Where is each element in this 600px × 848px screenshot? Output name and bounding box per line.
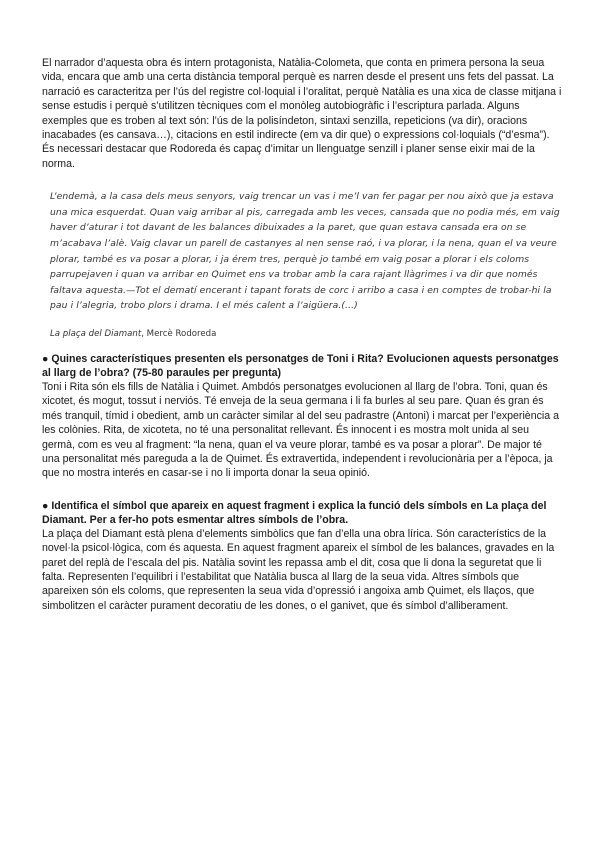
section-symbols [42,499,562,613]
question-symbols: ● Identifica el símbol que apareix en aquest fragment i explica la funció dels símbols en La plaça del Diamant. Per a fer-ho pots esmentar altres símbols de l’obra. [42,499,547,526]
question-characters: ● Quines característiques presenten els personatges de Toni i Rita? Evolucionen aquests personatges al llarg de l’obra? (75-80 paraules per pregunta) [42,353,559,379]
answer-characters: Toni i Rita són els fills de Natàlia i Quimet. Ambdós personatges evolucionen al llarg de l’obra. Toni, quan és xicotet, és mogut, tossut i nerviós. Té enveja de la seua germana i li fa burles al seu pare. Quan és gran és més tranquil, tímid i obedient, amb un caràcter similar al del seu padrastre (Antoni) i marcat per l’experiència a les colònies. Rita, de xicoteta, no té una personalitat rellevant. És innocent i es mostra molt unida al seu germà, com es veu al fragment: “la nena, quan el va veure plorar, també es va posar a plorar”. De major té una personalitat més pareguda a la de Quimet. És extravertida, independent i revolucionària per a l’època, ja que no mostra interés en casar-se i no li importa donar la seua opinió. [42,381,559,480]
quote-source-author: , Mercè Rodoreda [141,329,217,339]
quote-source-title: La plaça del Diamant [50,329,142,339]
quote-source [50,328,562,340]
section-characters [42,352,562,481]
answer-symbols: La plaça del Diamant està plena d’elements simbòlics que fan d’ella una obra lírica. Són característics de la novel·la psicol·lògica, com és aquesta. En aquest fragment apareix el símbol de les balances, gravades en la paret del replà de l’escala del pis. Natàlia sovint les repassa amb el dit, cosa que li dona la seguretat que li falta. Representen l’equilibri i l’estabilitat que Natàlia busca al llarg de la seua vida. Altres símbols que apareixen són els coloms, que representen la seua vida d’opressió i angoixa amb Quimet, els llaços, que simbolitzen el caràcter purament decoratiu de les dones, o el ganivet, que és símbol d’alliberament. [42,527,555,612]
document-page [42,56,562,613]
intro-paragraph: El narrador d’aquesta obra és intern protagonista, Natàlia-Colometa, que conta en primera persona la seua vida, encara que amb una certa distància temporal perquè es narren desde el present uns fets del passat. La narració es caracteritza per l’ús del registre col·loquial i l’oralitat, perquè Natàlia es una xica de classe mitjana i sense estudis i perquè s’utilitzen tècniques com el monòleg autobiogràfic i l’escriptura parlada. Alguns exemples que es troben al text són: l’ús de la polisíndeton, sintaxi senzilla, repeticions (va dir), oracions inacabades (es cansava…), citacions en estil indirecte (em va dir que) o expressions col·loquials (“d’esma”). És necessari destacar que Rodoreda és capaç d’imitar un llenguatge senzill i planer sense eixir mai de la norma. [42,57,562,170]
quote-block [50,189,562,340]
quote-text: L’endemà, a la casa dels meus senyors, vaig trencar un vas i me’l van fer pagar per nou això que ja estava una mica esquerdat. Quan vaig arribar al pis, carregada amb les veces, cansada que no podia més, em vaig haver d’aturar i tot davant de les balances dibuixades a la paret, que quan estava cansada era on se m’acabava l’alè. Vaig clavar un parell de castanyes al nen sense raó, i va plorar, i la nena, quan el va veure plorar, també es va posar a plorar, i ja érem tres, perquè jo també em vaig posar a plorar i els coloms parrupejaven i quan va arribar en Quimet ens va trobar amb la cara rajant llàgrimes i va dir que només faltava aquesta.—Tot el dematí encerant i tapant forats de corc i arribo a casa i en comptes de trobar-hi la pau i l’alegria, trobo plors i drama. I el més calent a l’aigüera.(...) [50,191,560,312]
